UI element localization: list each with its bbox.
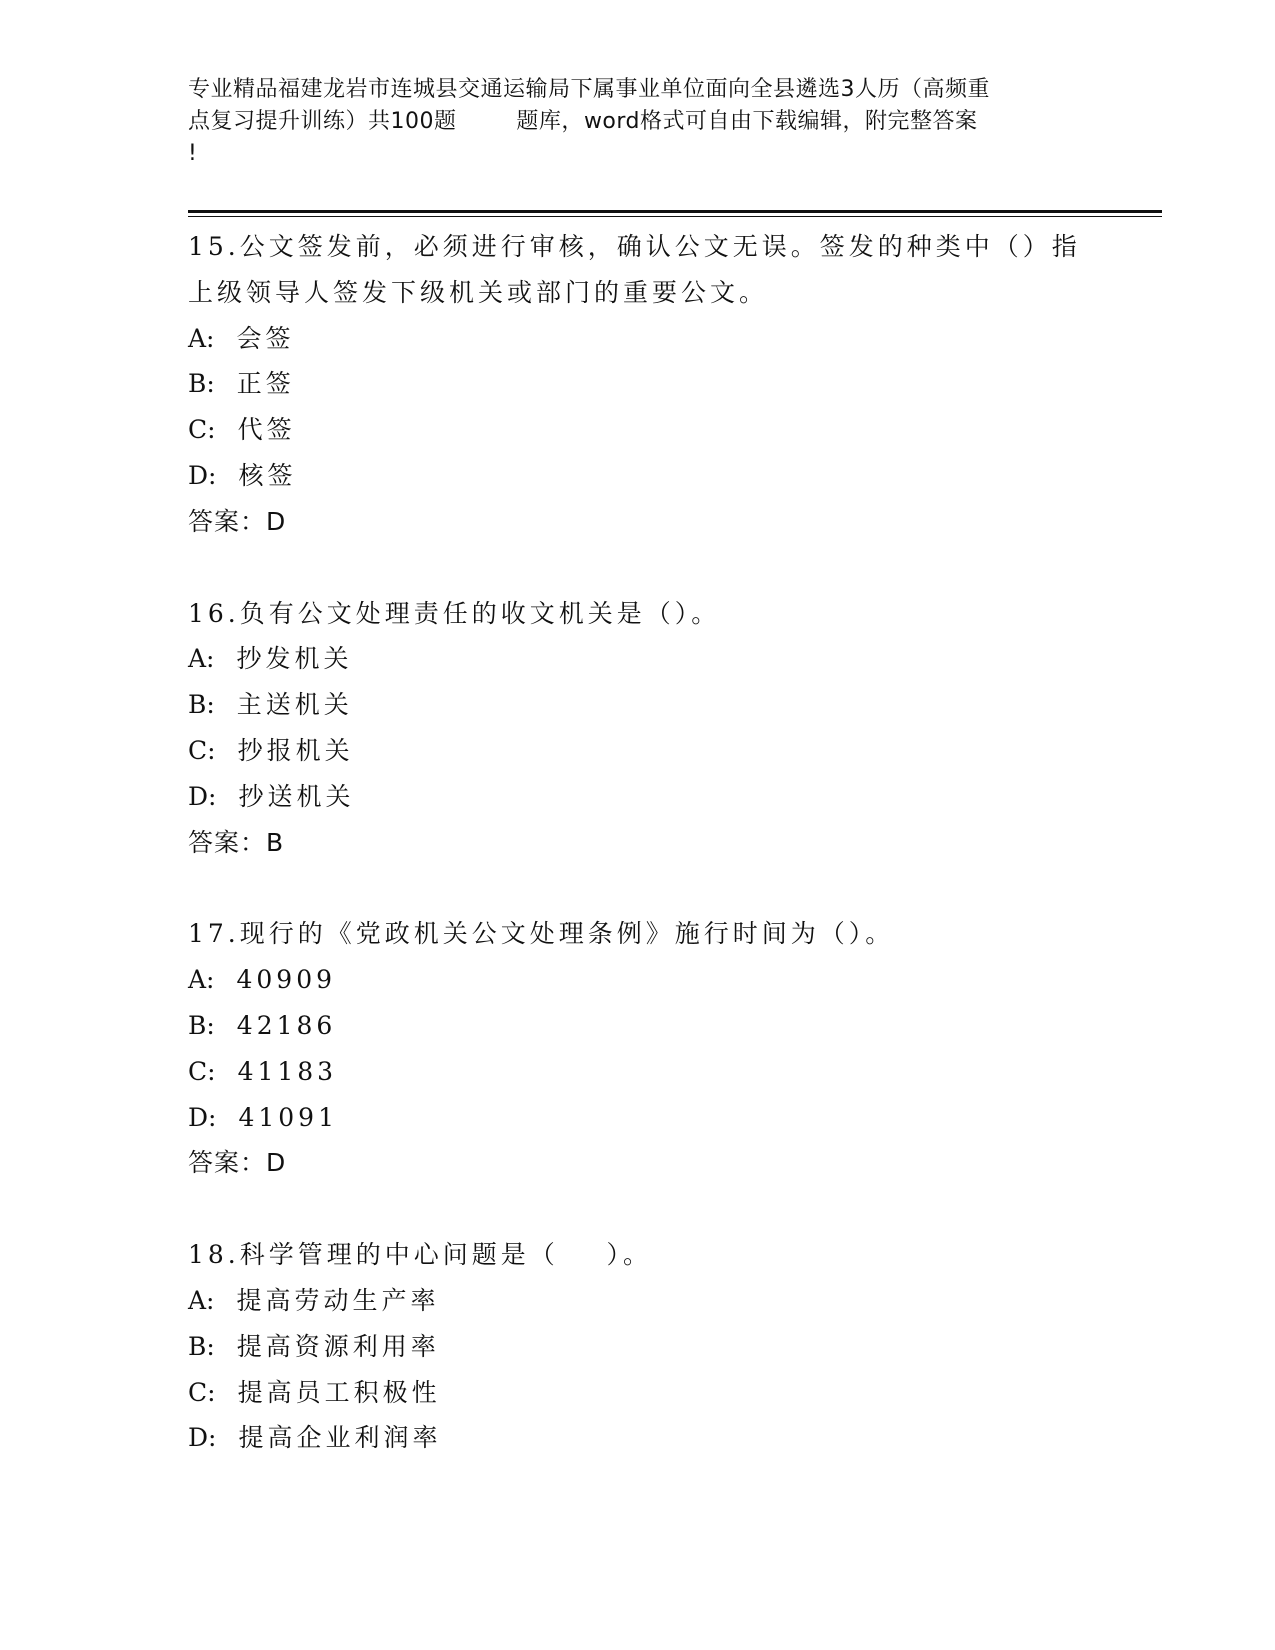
option-letter: D: — [188, 1423, 217, 1453]
option-c — [188, 728, 1088, 774]
option-letter: B: — [188, 369, 215, 399]
option-d — [188, 1095, 1088, 1141]
question-text: 15.公文签发前，必须进行审核，确认公文无误。签发的种类中（）指 — [188, 232, 1081, 261]
option-text: 41091 — [238, 1102, 338, 1132]
question-15 — [188, 224, 1088, 545]
answer-label: 答案：D — [188, 506, 287, 536]
option-letter: A: — [188, 1285, 215, 1315]
question-18 — [188, 1232, 1088, 1461]
option-a — [188, 316, 1088, 362]
header-line-3: ! — [188, 141, 198, 166]
option-text: 41183 — [237, 1056, 338, 1086]
option-letter: C: — [188, 1377, 216, 1407]
option-c — [188, 1370, 1088, 1416]
question-16 — [188, 591, 1088, 866]
option-letter: C: — [188, 415, 216, 445]
option-text: 代签 — [237, 415, 296, 445]
option-letter: A: — [188, 323, 215, 353]
header-divider-thick — [188, 210, 1162, 213]
header-line-2: 点复习提升训练）共100题 题库，word格式可自由下载编辑，附完整答案 — [188, 109, 978, 134]
option-b — [188, 682, 1088, 728]
option-a — [188, 636, 1088, 682]
header-divider-thin — [188, 216, 1162, 217]
option-text: 抄送机关 — [238, 781, 355, 811]
option-letter: B: — [188, 1331, 215, 1361]
option-text: 提高企业利润率 — [238, 1423, 442, 1453]
option-letter: D: — [188, 1102, 217, 1132]
option-text: 抄报机关 — [237, 735, 354, 765]
question-list — [188, 224, 1088, 1507]
option-a — [188, 957, 1088, 1003]
answer-label: 答案：B — [188, 827, 285, 857]
question-text: 18.科学管理的中心问题是（ ）。 — [188, 1240, 653, 1270]
question-text-continued: 上级领导人签发下级机关或部门的重要公文。 — [188, 277, 769, 307]
option-text: 提高劳动生产率 — [236, 1285, 440, 1315]
answer-label: 答案：D — [188, 1148, 287, 1178]
document-header — [188, 74, 1088, 170]
option-letter: A: — [188, 644, 215, 674]
option-text: 核签 — [238, 460, 297, 490]
option-letter: D: — [188, 460, 217, 490]
option-text: 40909 — [236, 965, 337, 995]
option-text: 提高资源利用率 — [236, 1331, 440, 1361]
header-line-1: 专业精品福建龙岩市连城县交通运输局下属事业单位面向全县遴选3人历（高频重 — [188, 77, 990, 102]
option-c — [188, 407, 1088, 453]
option-text: 会签 — [236, 323, 295, 353]
option-d — [188, 774, 1088, 820]
option-text: 42186 — [236, 1010, 337, 1040]
question-text: 16.负有公文处理责任的收文机关是（）。 — [188, 598, 721, 628]
question-text: 17.现行的《党政机关公文处理条例》施行时间为（）。 — [188, 919, 895, 949]
option-text: 正签 — [236, 369, 295, 399]
option-text: 抄发机关 — [236, 644, 353, 674]
option-b — [188, 361, 1088, 407]
option-letter: C: — [188, 735, 216, 765]
option-text: 提高员工积极性 — [237, 1377, 441, 1407]
question-17 — [188, 911, 1088, 1186]
option-b — [188, 1003, 1088, 1049]
option-letter: D: — [188, 781, 217, 811]
option-d — [188, 453, 1088, 499]
option-letter: C: — [188, 1056, 216, 1086]
option-letter: B: — [188, 690, 215, 720]
option-letter: B: — [188, 1010, 215, 1040]
option-text: 主送机关 — [236, 690, 353, 720]
option-letter: A: — [188, 965, 215, 995]
option-d — [188, 1415, 1088, 1461]
option-c — [188, 1049, 1088, 1095]
option-a — [188, 1278, 1088, 1324]
option-b — [188, 1324, 1088, 1370]
